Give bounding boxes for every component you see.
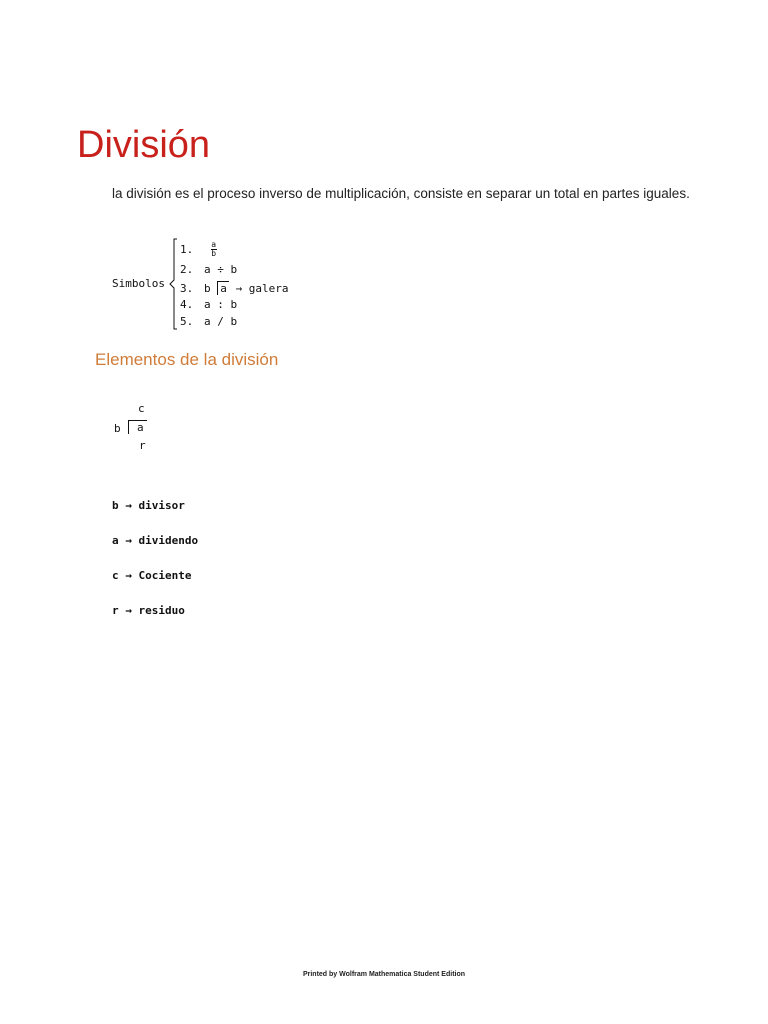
diagram-quotient: c [138, 402, 145, 415]
symbol-divisor: b [204, 282, 211, 295]
section-subtitle: Elementos de la división [95, 350, 279, 369]
symbol-item [180, 298, 237, 311]
symbol-text: a ÷ b [204, 263, 238, 276]
symbols-block [112, 238, 412, 333]
element-definition: r → residuo [112, 604, 185, 617]
division-diagram [112, 400, 192, 455]
symbols-label: Simbolos [112, 277, 165, 290]
fraction-denominator: b [211, 249, 217, 258]
symbol-item [180, 241, 217, 258]
galera-symbol: a [217, 281, 229, 295]
symbol-number: 3. [180, 282, 194, 295]
intro-paragraph: la división es el proceso inverso de multiplicación, consiste en separar un total en partes iguales. [112, 186, 690, 201]
symbol-item [180, 281, 288, 295]
diagram-divisor: b [114, 422, 121, 435]
symbol-number: 1. [180, 242, 194, 256]
element-definition: a → dividendo [112, 534, 199, 547]
diagram-remainder: r [139, 439, 146, 452]
symbol-number: 2. [180, 263, 194, 276]
diagram-dividend: a [128, 420, 147, 434]
symbol-item [180, 263, 237, 276]
symbol-text: a : b [204, 298, 238, 311]
symbol-text: a / b [204, 315, 238, 328]
page-title: División [77, 124, 211, 166]
fraction-numerator: a [211, 240, 217, 249]
symbol-suffix: → galera [235, 282, 289, 295]
fraction [211, 241, 217, 258]
element-definition: c → Cociente [112, 569, 192, 582]
symbol-number: 5. [180, 315, 194, 328]
print-footer: Printed by Wolfram Mathematica Student Edition [302, 971, 466, 978]
symbol-item [180, 315, 237, 328]
element-definition: b → divisor [112, 499, 185, 512]
symbol-number: 4. [180, 298, 194, 311]
